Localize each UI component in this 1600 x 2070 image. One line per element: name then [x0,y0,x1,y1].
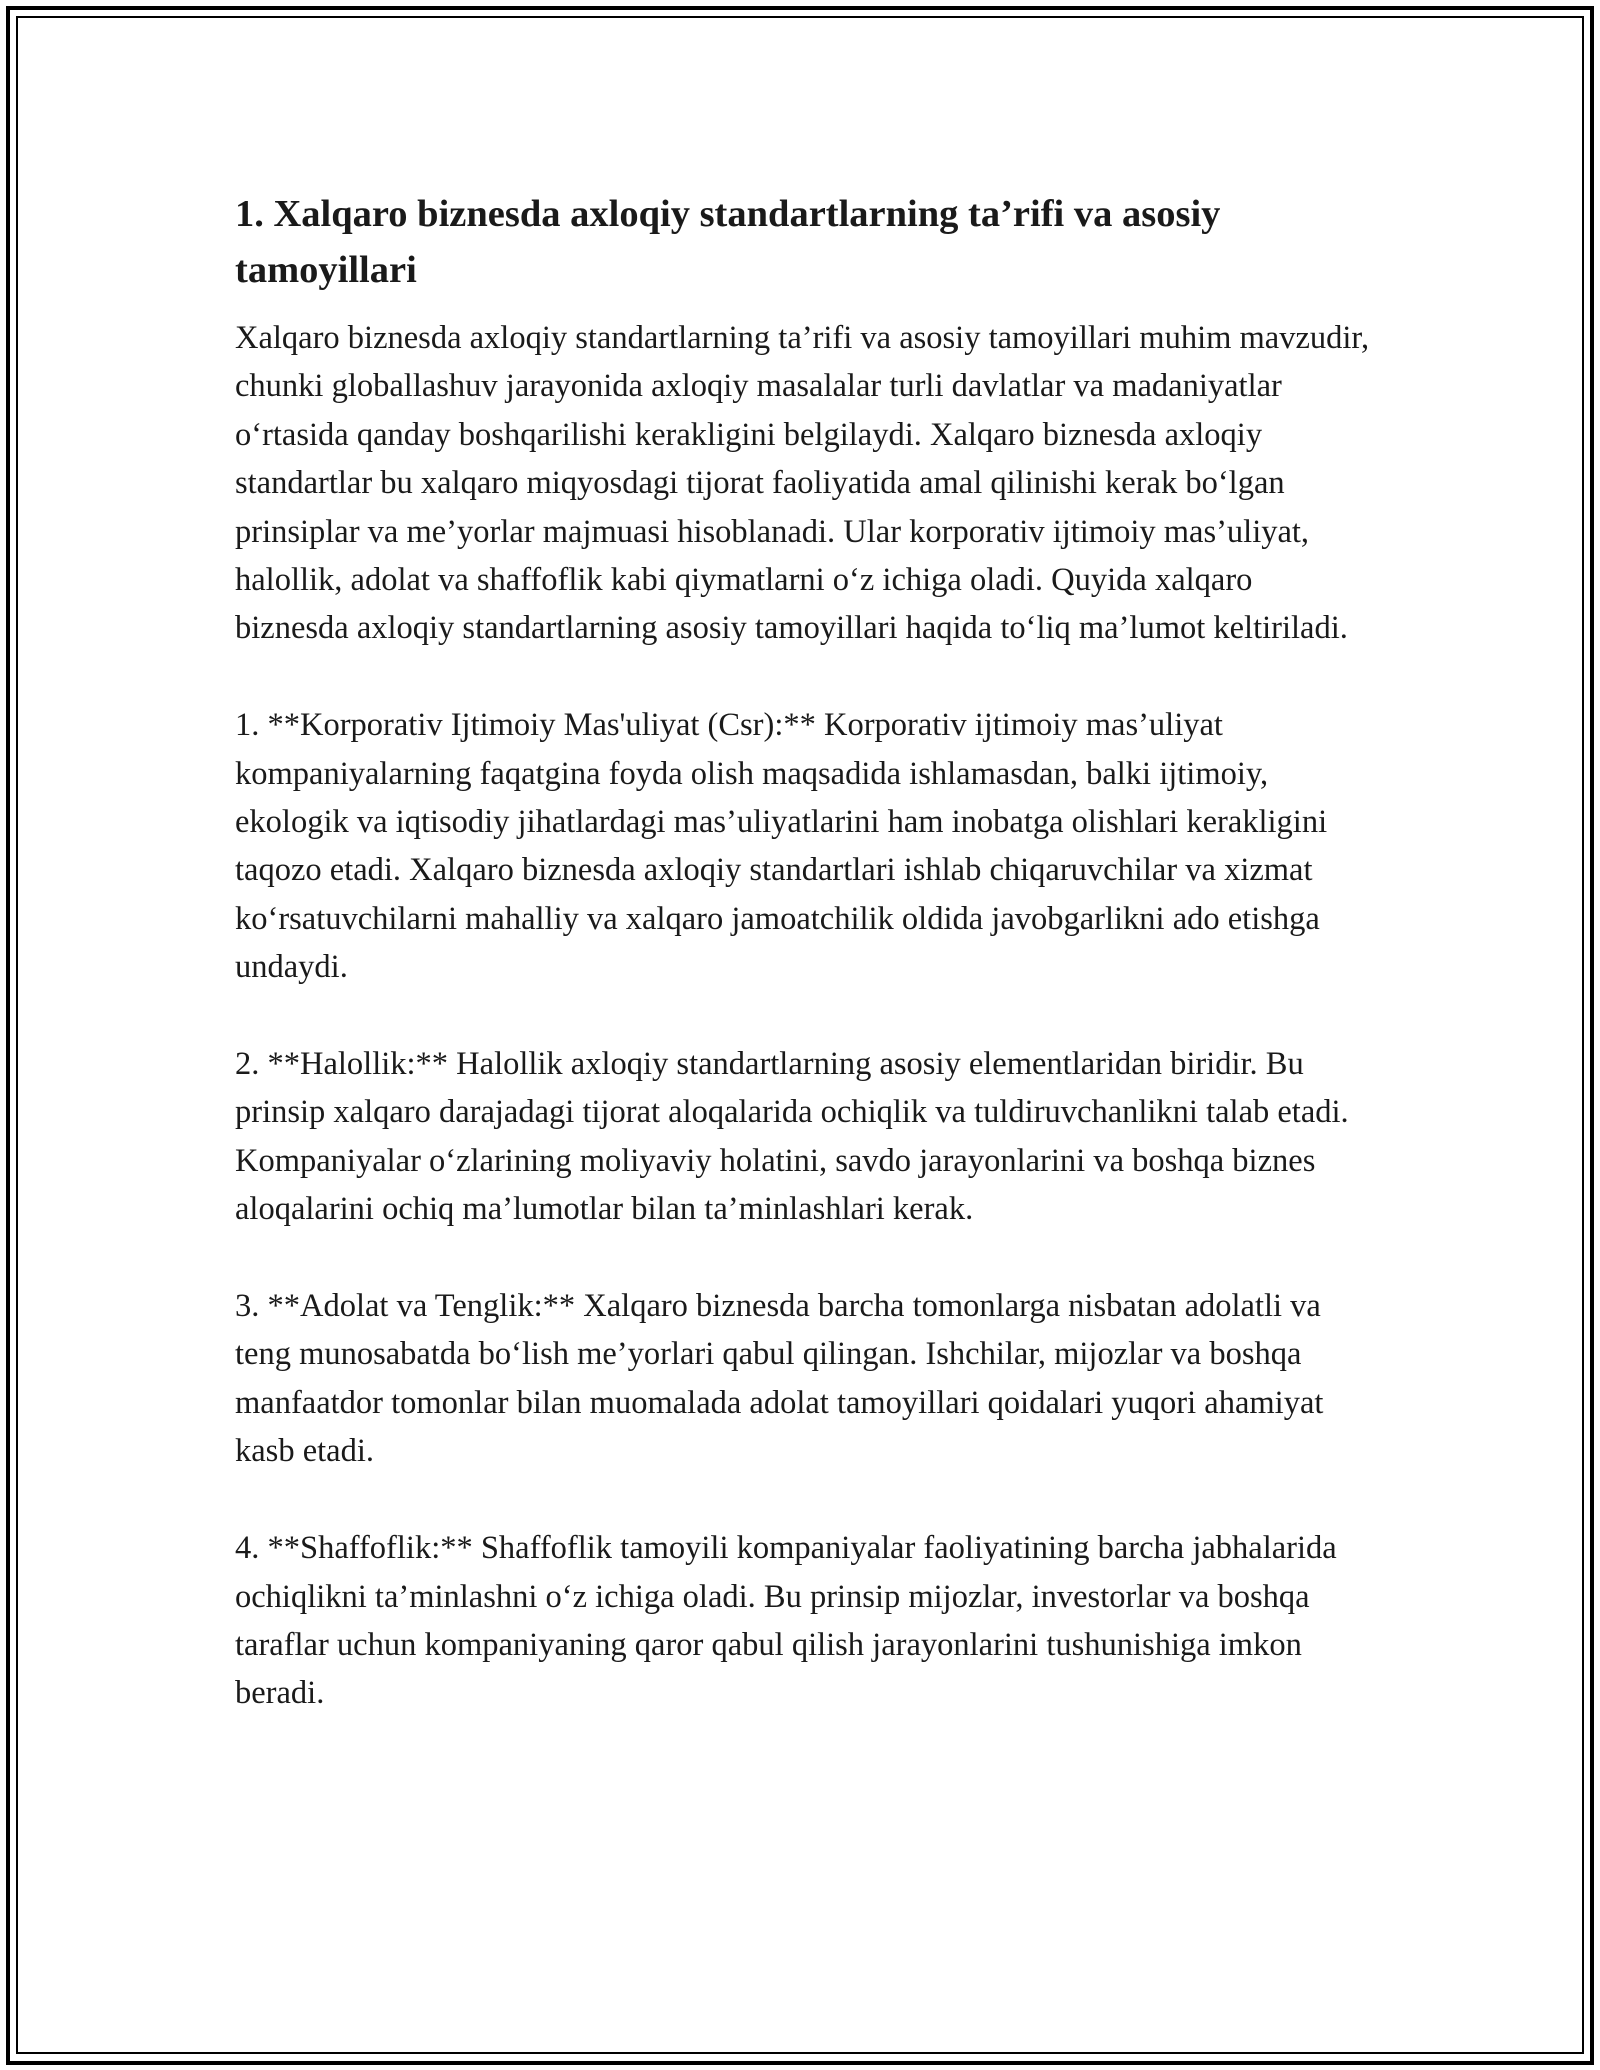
intro-paragraph: Xalqaro biznesda axloqiy standartlarning ta’rifi va asosiy tamoyillari muhim mavzudir, chunki globallashuv jarayonida axloqiy masalalar turli davlatlar va madaniyatlar o‘rtasida qanday boshqarilishi kerakligini belgilaydi. Xalqaro biznesda axloqiy standartlar bu xalqaro miqyosdagi tijorat faoliyatida amal qilinishi kerak bo‘lgan prinsiplar va me’yorlar majmuasi hisoblanadi. Ular korporativ ijtimoiy mas’uliyat, halollik, adolat va shaffoflik kabi qiymatlarni o‘z ichiga oladi. Quyida xalqaro biznesda axloqiy standartlarning asosiy tamoyillari haqida to‘liq ma’lumot keltiriladi. [235,320,1370,647]
document-body [235,186,1370,1766]
document-title: 1. Xalqaro biznesda axloqiy standartlarning ta’rifi va asosiy tamoyillari [235,193,1221,291]
principle-csr-paragraph: 1. **Korporativ Ijtimoiy Mas'uliyat (Csr):** Korporativ ijtimoiy mas’uliyat kompaniyalarning faqatgina foyda olish maqsadida ishlamasdan, balki ijtimoiy, ekologik va iqtisodiy jihatlardagi mas’uliyatlarini ham inobatga olishlari kerakligini taqozo etadi. Xalqaro biznesda axloqiy standartlari ishlab chiqaruvchilar va xizmat ko‘rsatuvchilarni mahalliy va xalqaro jamoatchilik oldida javobgarlikni ado etishga undaydi. [235,707,1328,986]
principle-fairness-paragraph: 3. **Adolat va Tenglik:** Xalqaro biznesda barcha tomonlarga nisbatan adolatli va teng munosabatda bo‘lish me’yorlari qabul qilingan. Ishchilar, mijozlar va boshqa manfaatdor tomonlar bilan muomalada adolat tamoyillari qoidalari yuqori ahamiyat kasb etadi. [235,1288,1324,1470]
principle-transparency-paragraph: 4. **Shaffoflik:** Shaffoflik tamoyili kompaniyalar faoliyatining barcha jabhalarida ochiqlikni ta’minlashni o‘z ichiga oladi. Bu prinsip mijozlar, investorlar va boshqa taraflar uchun kompaniyaning qaror qabul qilish jarayonlarini tushunishiga imkon beradi. [235,1530,1337,1712]
principle-honesty-paragraph: 2. **Halollik:** Halollik axloqiy standartlarning asosiy elementlaridan biridir. Bu prinsip xalqaro darajadagi tijorat aloqalarida ochiqlik va tuldiruvchanlikni talab etadi. Kompaniyalar o‘zlarining moliyaviy holatini, savdo jarayonlarini va boshqa biznes aloqalarini ochiq ma’lumotlar bilan ta’minlashlari kerak. [235,1046,1349,1228]
